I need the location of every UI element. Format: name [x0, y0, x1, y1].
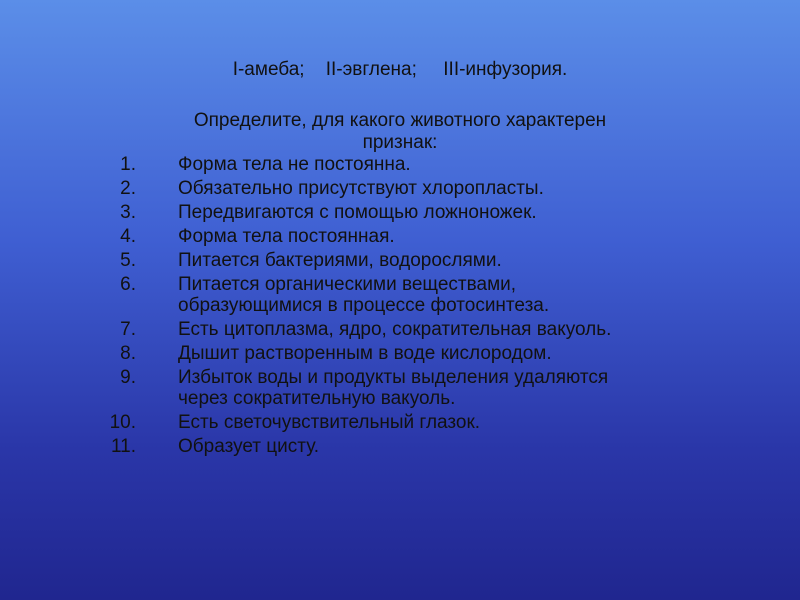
item-text: Форма тела постоянная. [178, 226, 395, 247]
slide-heading: I-амеба; II-эвглена; III-инфузория. [232, 59, 568, 80]
item-text: Передвигаются с помощью ложноножек. [178, 202, 537, 223]
item-text: Питается бактериями, водорослями. [178, 250, 502, 271]
list-item [90, 154, 730, 175]
item-number: 8. [120, 343, 136, 364]
item-text: Есть цитоплазма, ядро, сократительная вакуоль. [178, 319, 612, 340]
item-number: 2. [120, 178, 136, 199]
item-text: Питается органическими веществами, образующимися в процессе фотосинтеза. [178, 274, 550, 316]
item-number: 1. [120, 154, 136, 175]
item-text: Обязательно присутствуют хлоропласты. [178, 178, 544, 199]
list-item [90, 202, 730, 223]
item-text: Образует цисту. [178, 436, 320, 457]
list-item [90, 343, 730, 364]
question-text: Определите, для какого животного характерен признак: [193, 110, 607, 153]
item-number: 9. [120, 367, 136, 388]
item-text: Есть светочувствительный глазок. [178, 412, 481, 433]
list-item [90, 226, 730, 247]
list-item [90, 274, 730, 316]
item-number: 11. [110, 436, 136, 457]
item-text: Форма тела не постоянна. [178, 154, 411, 175]
item-text: Избыток воды и продукты выделения удаляются через сократительную вакуоль. [178, 367, 609, 409]
item-number: 3. [120, 202, 136, 223]
list-item [90, 319, 730, 340]
list-item [90, 436, 730, 457]
item-number: 6. [120, 274, 136, 295]
item-number: 5. [120, 250, 136, 271]
list-item [90, 250, 730, 271]
item-number: 4. [120, 226, 136, 247]
item-number: 7. [120, 319, 136, 340]
list-item [90, 178, 730, 199]
item-number: 10. [109, 412, 136, 433]
trait-list [90, 154, 730, 460]
list-item [90, 367, 730, 409]
list-item [90, 412, 730, 433]
item-text: Дышит растворенным в воде кислородом. [178, 343, 552, 364]
